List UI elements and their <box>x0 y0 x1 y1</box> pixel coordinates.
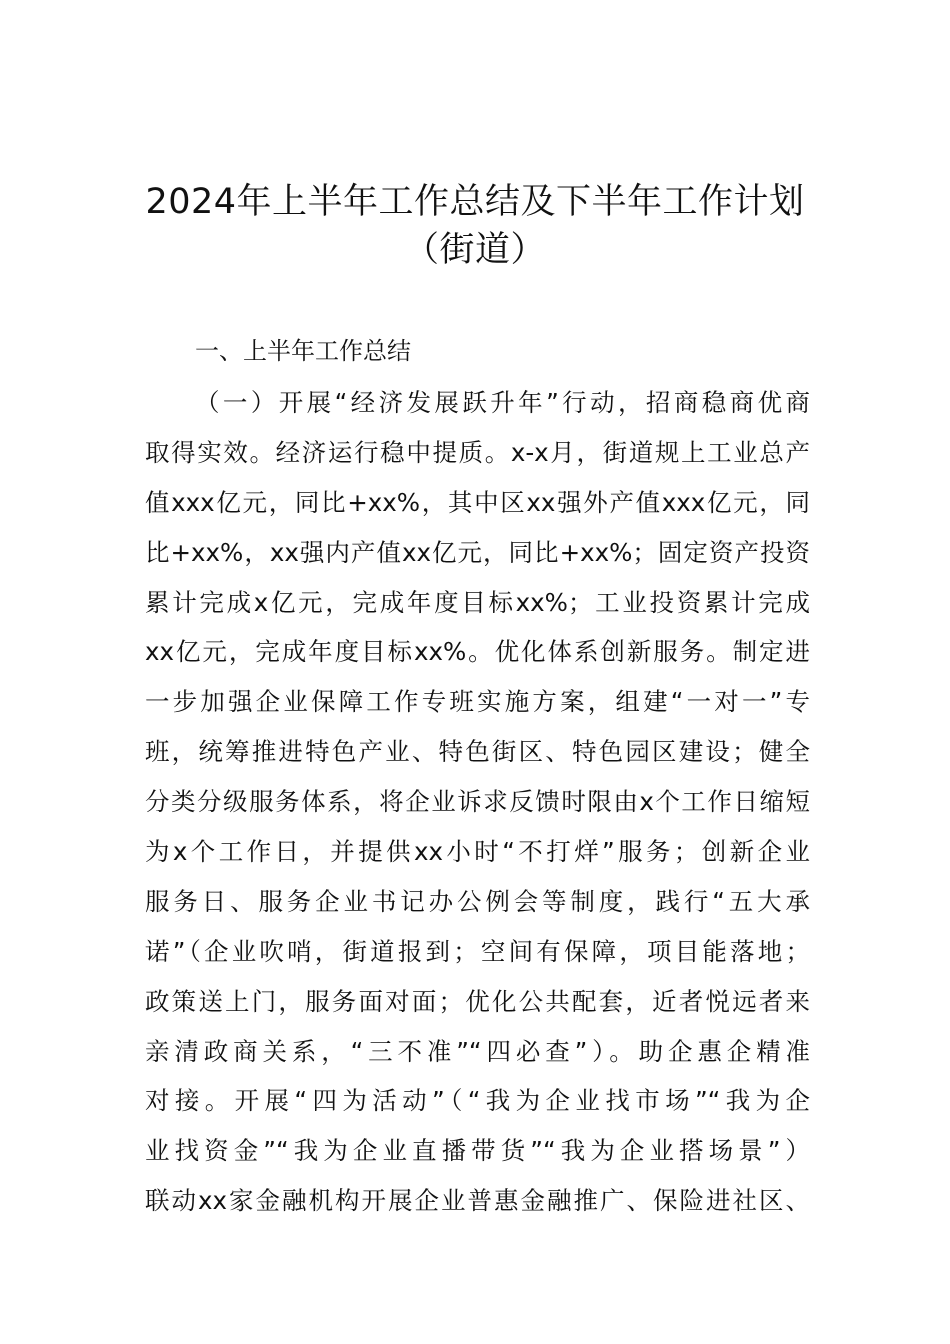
paragraph-line: 比+xx%，xx强内产值xx亿元，同比+xx%；固定资产投资 <box>145 537 810 567</box>
paragraph-line: 政策送上门，服务面对面；优化公共配套，近者悦远者来 <box>145 986 810 1016</box>
paragraph-line: 分类分级服务体系，将企业诉求反馈时限由x个工作日缩短 <box>145 787 810 817</box>
paragraph-line: 为x个工作日，并提供xx小时“不打烊”服务；创新企业 <box>145 837 810 867</box>
section-heading: 一、上半年工作总结 <box>195 337 411 365</box>
paragraph-line: 联动xx家金融机构开展企业普惠金融推广、保险进社区、 <box>145 1186 810 1216</box>
paragraph-line: 对接。开展“四为活动”（“我为企业找市场”“我为企 <box>145 1086 810 1116</box>
paragraph-line: 值xxx亿元，同比+xx%，其中区xx强外产值xxx亿元，同 <box>145 487 810 517</box>
paragraph-line: 服务日、服务企业书记办公例会等制度，践行“五大承 <box>145 886 810 916</box>
paragraph-line: xx亿元，完成年度目标xx%。优化体系创新服务。制定进 <box>145 637 810 667</box>
paragraph-line: 班，统筹推进特色产业、特色街区、特色园区建设；健全 <box>145 737 810 767</box>
document-title: 2024年上半年工作总结及下半年工作计划 <box>145 182 805 222</box>
paragraph-line: 亲清政商关系，“三不准”“四必查”）。助企惠企精准 <box>145 1036 810 1066</box>
document-subtitle: （街道） <box>403 230 546 270</box>
paragraph-line: 诺”（企业吹哨，街道报到；空间有保障，项目能落地； <box>145 936 810 966</box>
paragraph-line: （一）开展“经济发展跃升年”行动，招商稳商优商 <box>195 388 810 417</box>
paragraph-line: 累计完成x亿元，完成年度目标xx%；工业投资累计完成 <box>145 587 810 617</box>
body-paragraph <box>145 378 810 1226</box>
paragraph-line: 业找资金”“我为企业直播带货”“我为企业搭场景”） <box>145 1136 810 1166</box>
paragraph-line: 取得实效。经济运行稳中提质。x-x月，街道规上工业总产 <box>145 437 810 467</box>
paragraph-line: 一步加强企业保障工作专班实施方案，组建“一对一”专 <box>145 687 810 717</box>
